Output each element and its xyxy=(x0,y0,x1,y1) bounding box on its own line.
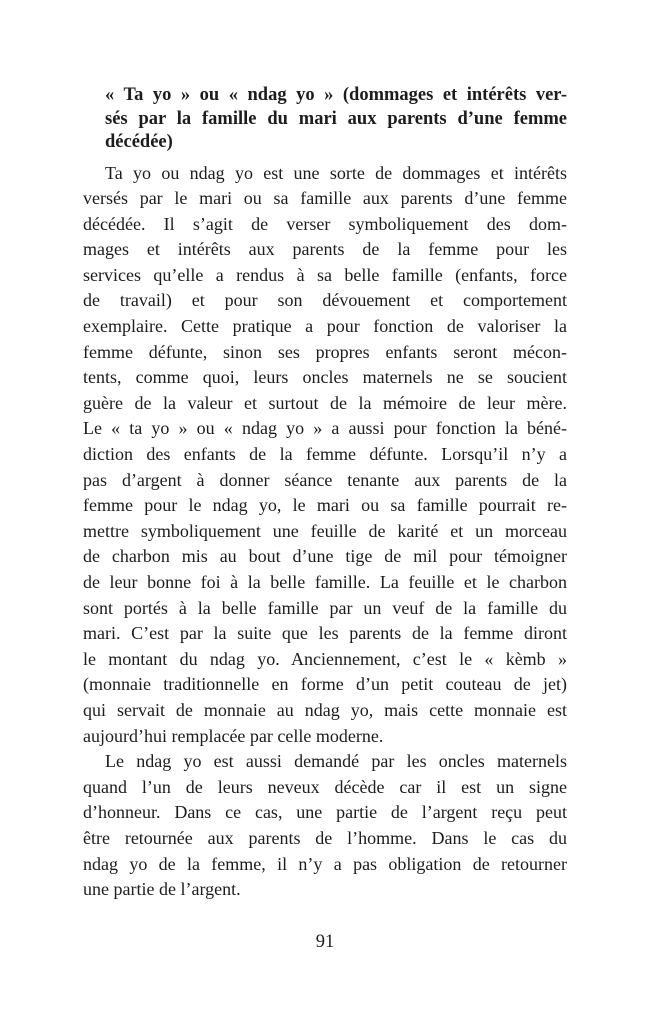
body-line: versés par le mari ou sa famille aux parents d’une femme xyxy=(83,188,567,209)
body-line: de charbon mis au bout d’une tige de mil pour témoigner xyxy=(83,546,567,567)
body-line: quand l’un de leurs neveux décède car il est un signe xyxy=(83,776,567,797)
page-number: 91 xyxy=(315,932,335,952)
body-line: (monnaie traditionnelle en forme d’un petit couteau de jet) xyxy=(83,674,567,695)
body-line: guère de la valeur et surtout de la mémoire de leur mère. xyxy=(83,392,567,413)
body-line: Le ndag yo est aussi demandé par les oncles maternels xyxy=(105,751,567,772)
body-line: sont portés à la belle famille par un veuf de la famille du xyxy=(83,597,567,618)
body-line: mari. C’est par la suite que les parents de la femme diront xyxy=(83,623,567,644)
body-line: ndag yo de la femme, il n’y a pas obligation de retourner xyxy=(83,853,567,874)
body-line: femme défunte, sinon ses propres enfants seront mécon- xyxy=(83,341,567,362)
body-line: mettre symboliquement une feuille de karité et un morceau xyxy=(83,520,567,541)
body-line: pas d’argent à donner séance tenante aux parents de la xyxy=(83,469,567,490)
body-line: une partie de l’argent. xyxy=(83,879,241,900)
heading-line: décédée) xyxy=(105,132,173,152)
body-line: être retournée aux parents de l’homme. Dans le cas du xyxy=(83,827,567,848)
body-line: le montant du ndag yo. Anciennement, c’est le « kèmb » xyxy=(83,648,567,669)
body-line: Le « ta yo » ou « ndag yo » a aussi pour fonction la béné- xyxy=(83,418,567,439)
body-line: Ta yo ou ndag yo est une sorte de dommages et intérêts xyxy=(105,162,567,183)
body-line: exemplaire. Cette pratique a pour fonction de valoriser la xyxy=(83,316,567,337)
body-line: mages et intérêts aux parents de la femme pour les xyxy=(83,239,567,260)
paragraph xyxy=(83,161,567,750)
section-heading xyxy=(83,84,567,155)
paragraph xyxy=(83,749,567,903)
heading-line: sés par la famille du mari aux parents d’une femme xyxy=(105,108,567,129)
body-text xyxy=(83,161,567,903)
body-line: de leur bonne foi à la belle famille. La feuille et le charbon xyxy=(83,572,567,592)
heading-line: « Ta yo » ou « ndag yo » (dommages et intérêts ver- xyxy=(105,85,567,105)
body-line: de travail) et pour son dévouement et comportement xyxy=(83,290,567,311)
body-line: décédée. Il s’agit de verser symboliquement des dom- xyxy=(83,213,567,234)
body-line: diction des enfants de la femme défunte. Lorsqu’il n’y a xyxy=(83,444,567,465)
body-line: services qu’elle a rendus à sa belle famille (enfants, force xyxy=(83,264,567,285)
body-line: qui servait de monnaie au ndag yo, mais cette monnaie est xyxy=(83,699,567,720)
text-block xyxy=(83,84,567,903)
body-line: femme pour le ndag yo, le mari ou sa famille pourrait re- xyxy=(83,495,567,516)
body-line: tents, comme quoi, leurs oncles maternels ne se soucient xyxy=(83,367,567,388)
body-line: d’honneur. Dans ce cas, une partie de l’argent reçu peut xyxy=(83,802,567,823)
body-line: aujourd’hui remplacée par celle moderne. xyxy=(83,725,384,746)
